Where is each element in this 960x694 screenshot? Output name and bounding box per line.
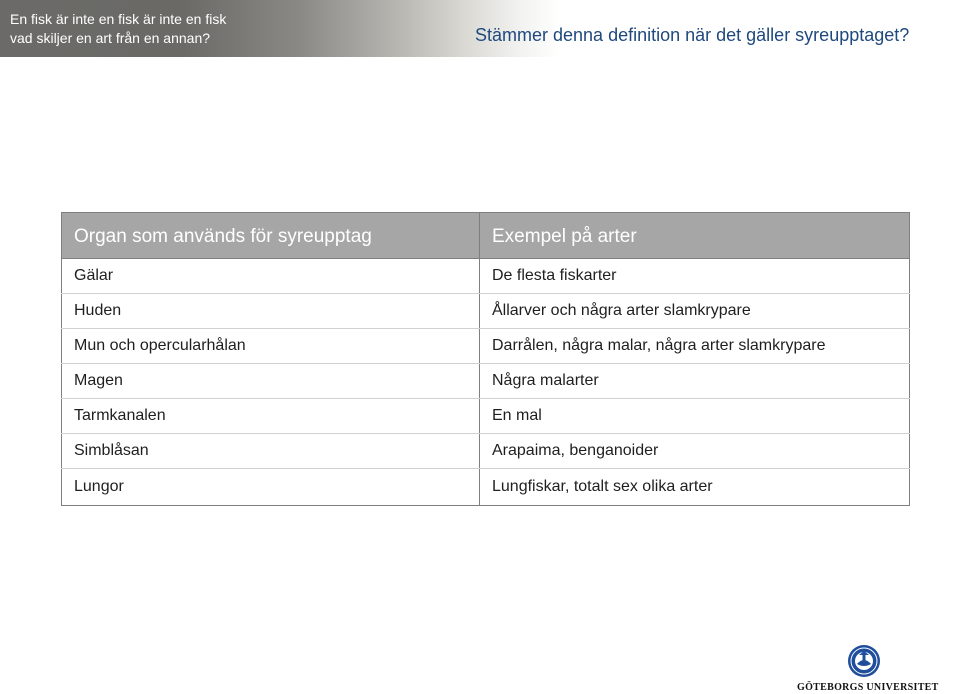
organ-cell: Gälar [62, 259, 480, 294]
table-row [62, 329, 910, 364]
university-name: GÖTEBORGS UNIVERSITET [797, 682, 939, 693]
slide-title [10, 10, 310, 48]
table-row [62, 469, 910, 506]
table-row [62, 294, 910, 329]
species-cell: Arapaima, benganoider [480, 434, 910, 469]
university-logo [795, 644, 939, 693]
organ-species-table [61, 212, 910, 506]
slide-title-line-2: vad skiljer en art från en annan? [10, 30, 211, 46]
table-row [62, 259, 910, 294]
slide-title-line-1: En fisk är inte en fisk är inte en fisk [10, 11, 227, 27]
organ-cell: Tarmkanalen [62, 399, 480, 434]
table-row [62, 364, 910, 399]
organ-cell: Mun och opercularhålan [62, 329, 480, 364]
species-cell: De flesta fiskarter [480, 259, 910, 294]
table-row [62, 399, 910, 434]
species-cell: Darrålen, några malar, några arter slamkrypare [480, 329, 910, 364]
header-organ: Organ som används för syreupptag [62, 213, 480, 259]
header-species: Exempel på arter [480, 213, 910, 259]
organ-cell: Lungor [62, 469, 480, 506]
species-cell: Lungfiskar, totalt sex olika arter [480, 469, 910, 506]
header-bar [0, 0, 960, 57]
table-header-row [62, 213, 910, 259]
table-row [62, 434, 910, 469]
organ-cell: Simblåsan [62, 434, 480, 469]
species-cell: En mal [480, 399, 910, 434]
species-cell: Ållarver och några arter slamkrypare [480, 294, 910, 329]
university-seal-icon [847, 644, 881, 678]
organ-cell: Huden [62, 294, 480, 329]
species-cell: Några malarter [480, 364, 910, 399]
slide-question: Stämmer denna definition när det gäller syreupptaget? [475, 25, 910, 45]
organ-cell: Magen [62, 364, 480, 399]
